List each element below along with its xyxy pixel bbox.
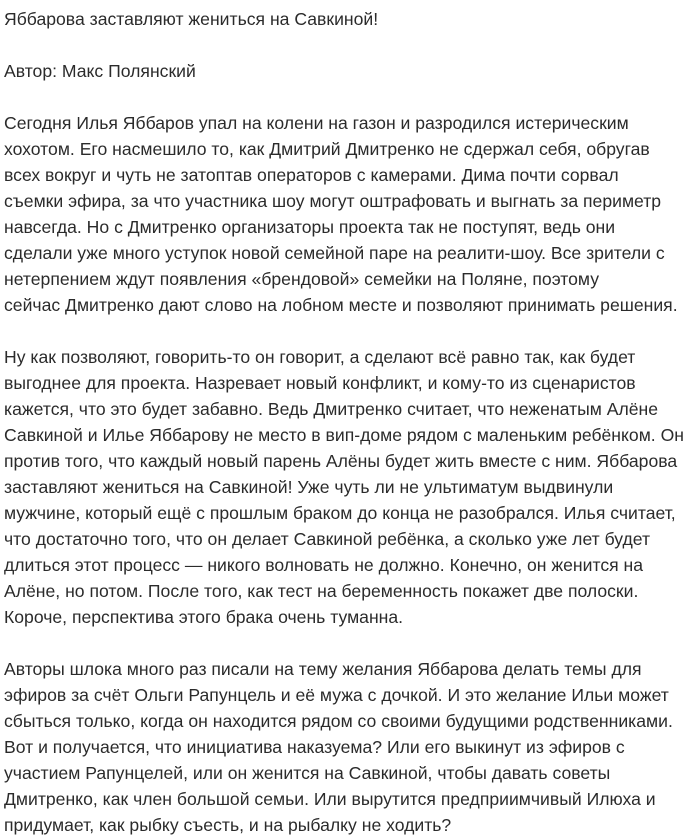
paragraph-line: мужчине, который ещё с прошлым браком до конца не разобрался. Илья считает, xyxy=(4,503,676,523)
paragraph-line: сделали уже много уступок новой семейной паре на реалити-шоу. Все зрители с xyxy=(4,243,665,263)
paragraph-line: нетерпением ждут появления «брендовой» семейки на Поляне, поэтому xyxy=(4,269,600,289)
paragraph-line: длиться этот процесс — никого волновать не должно. Конечно, он женится на xyxy=(4,555,644,575)
paragraph-line: навсегда. Но с Дмитренко организаторы проекта так не поступят, ведь они xyxy=(4,217,616,237)
paragraph-line: Сегодня Илья Яббаров упал на колени на газон и разродился истерическим xyxy=(4,113,629,133)
paragraph-line: против того, что каждый новый парень Алёны будет жить вместе с ним. Яббарова xyxy=(4,451,678,471)
paragraph-line: съемки эфира, за что участника шоу могут оштрафовать и выгнать за периметр xyxy=(4,191,662,211)
paragraph-line: придумает, как рыбку съесть, и на рыбалку не ходить? xyxy=(4,815,452,835)
paragraph-line: Дмитренко, как член большой семьи. Или вырутится предприимчивый Илюха и xyxy=(4,789,656,809)
article-title xyxy=(4,6,699,32)
paragraph-line: сейчас Дмитренко дают слово на лобном месте и позволяют принимать решения. xyxy=(4,295,678,315)
paragraph-line: Савкиной и Илье Яббарову не место в вип-доме рядом с маленьким ребёнком. Он xyxy=(4,425,684,445)
paragraph-2 xyxy=(4,344,699,630)
paragraph-3 xyxy=(4,656,699,838)
paragraph-line: всех вокруг и чуть не затоптав операторов с камерами. Дима почти сорвал xyxy=(4,165,619,185)
paragraph-line: участием Рапунцелей, или он женится на Савкиной, чтобы давать советы xyxy=(4,763,611,783)
paragraph-line: Алёне, но потом. После того, как тест на беременность покажет две полоски. xyxy=(4,581,639,601)
paragraph-line: выгоднее для проекта. Назревает новый конфликт, и кому-то из сценаристов xyxy=(4,373,636,393)
article-author-text: Автор: Макс Полянский xyxy=(4,61,196,81)
paragraph-line: кажется, что это будет забавно. Ведь Дмитренко считает, что неженатым Алёне xyxy=(4,399,659,419)
paragraph-line: эфиров за счёт Ольги Рапунцель и её мужа с дочкой. И это желание Ильи может xyxy=(4,685,669,705)
paragraph-line: Ну как позволяют, говорить-то он говорит, а сделают всё равно так, как будет xyxy=(4,347,636,367)
paragraph-line: заставляют жениться на Савкиной! Уже чуть ли не ультиматум выдвинули xyxy=(4,477,614,497)
paragraph-line: что достаточно того, что он делает Савкиной ребёнка, а сколько уже лет будет xyxy=(4,529,651,549)
paragraph-1 xyxy=(4,110,699,318)
article-title-text: Яббарова заставляют жениться на Савкиной! xyxy=(4,9,379,29)
paragraph-line: Авторы шлока много раз писали на тему желания Яббарова делать темы для xyxy=(4,659,642,679)
paragraph-line: Вот и получается, что инициатива наказуема? Или его выкинут из эфиров с xyxy=(4,737,625,757)
paragraph-line: Короче, перспектива этого брака очень туманна. xyxy=(4,607,404,627)
article-author xyxy=(4,58,699,84)
paragraph-line: хохотом. Его насмешило то, как Дмитрий Дмитренко не сдержал себя, обругав xyxy=(4,139,650,159)
paragraph-line: сбыться только, когда он находится рядом со своими будущими родственниками. xyxy=(4,711,673,731)
